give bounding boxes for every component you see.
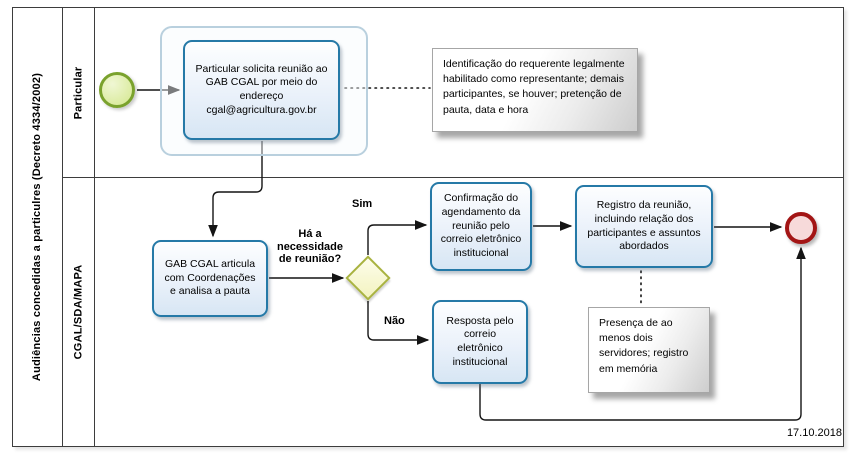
task-resposta-correio [432,300,528,384]
task-label: Particular solicita reunião ao GAB CGAL por meio do endereço cgal@agricultura.gov.br [195,62,328,116]
annotation-presenca-servidores [588,307,710,393]
task-label: Confirmação do agendamento da reunião pelo correio eletrônico institucional [440,192,522,259]
gateway-question-label: Há a necessidade de reunião? [276,228,344,266]
pool [12,7,844,447]
task-label: GAB CGAL articula com Coordenações e analisa a pauta [164,258,256,298]
start-event-icon [99,72,135,108]
annotation-text: Presença de ao menos dois servidores; registro em memória [599,317,689,375]
task-gab-cgal-articula [152,240,268,317]
pool-title: Audiências concedidas a particulres (Decreto 4334/2002) [31,72,44,382]
task-particular-solicita-reuniao [183,40,340,140]
lane-label-cgal: CGAL/SDA/MAPA [72,264,85,360]
end-event-icon [785,212,817,244]
annotation-identificacao-requerente [432,48,638,132]
lane-cgal-label-column [63,178,95,446]
annotation-text: Identificação do requerente legalmente habilitado como representante; demais participantes, se houver; pretenção de pauta, data e hora [443,58,625,116]
flow-label-sim: Sim [352,198,373,210]
pool-title-column [13,8,63,446]
lane-particular-label-column [63,8,95,177]
lane-label-particular: Particular [72,66,85,119]
diagram-date: 17.10.2018 [786,427,842,439]
task-registro-reuniao [575,185,713,268]
task-label: Registro da reunião, incluindo relação dos participantes e assuntos abordados [587,199,701,253]
flow-label-nao: Não [384,315,405,327]
task-label: Resposta pelo correio eletrônico institucional [446,314,514,368]
task-confirmacao-agendamento [430,182,532,271]
